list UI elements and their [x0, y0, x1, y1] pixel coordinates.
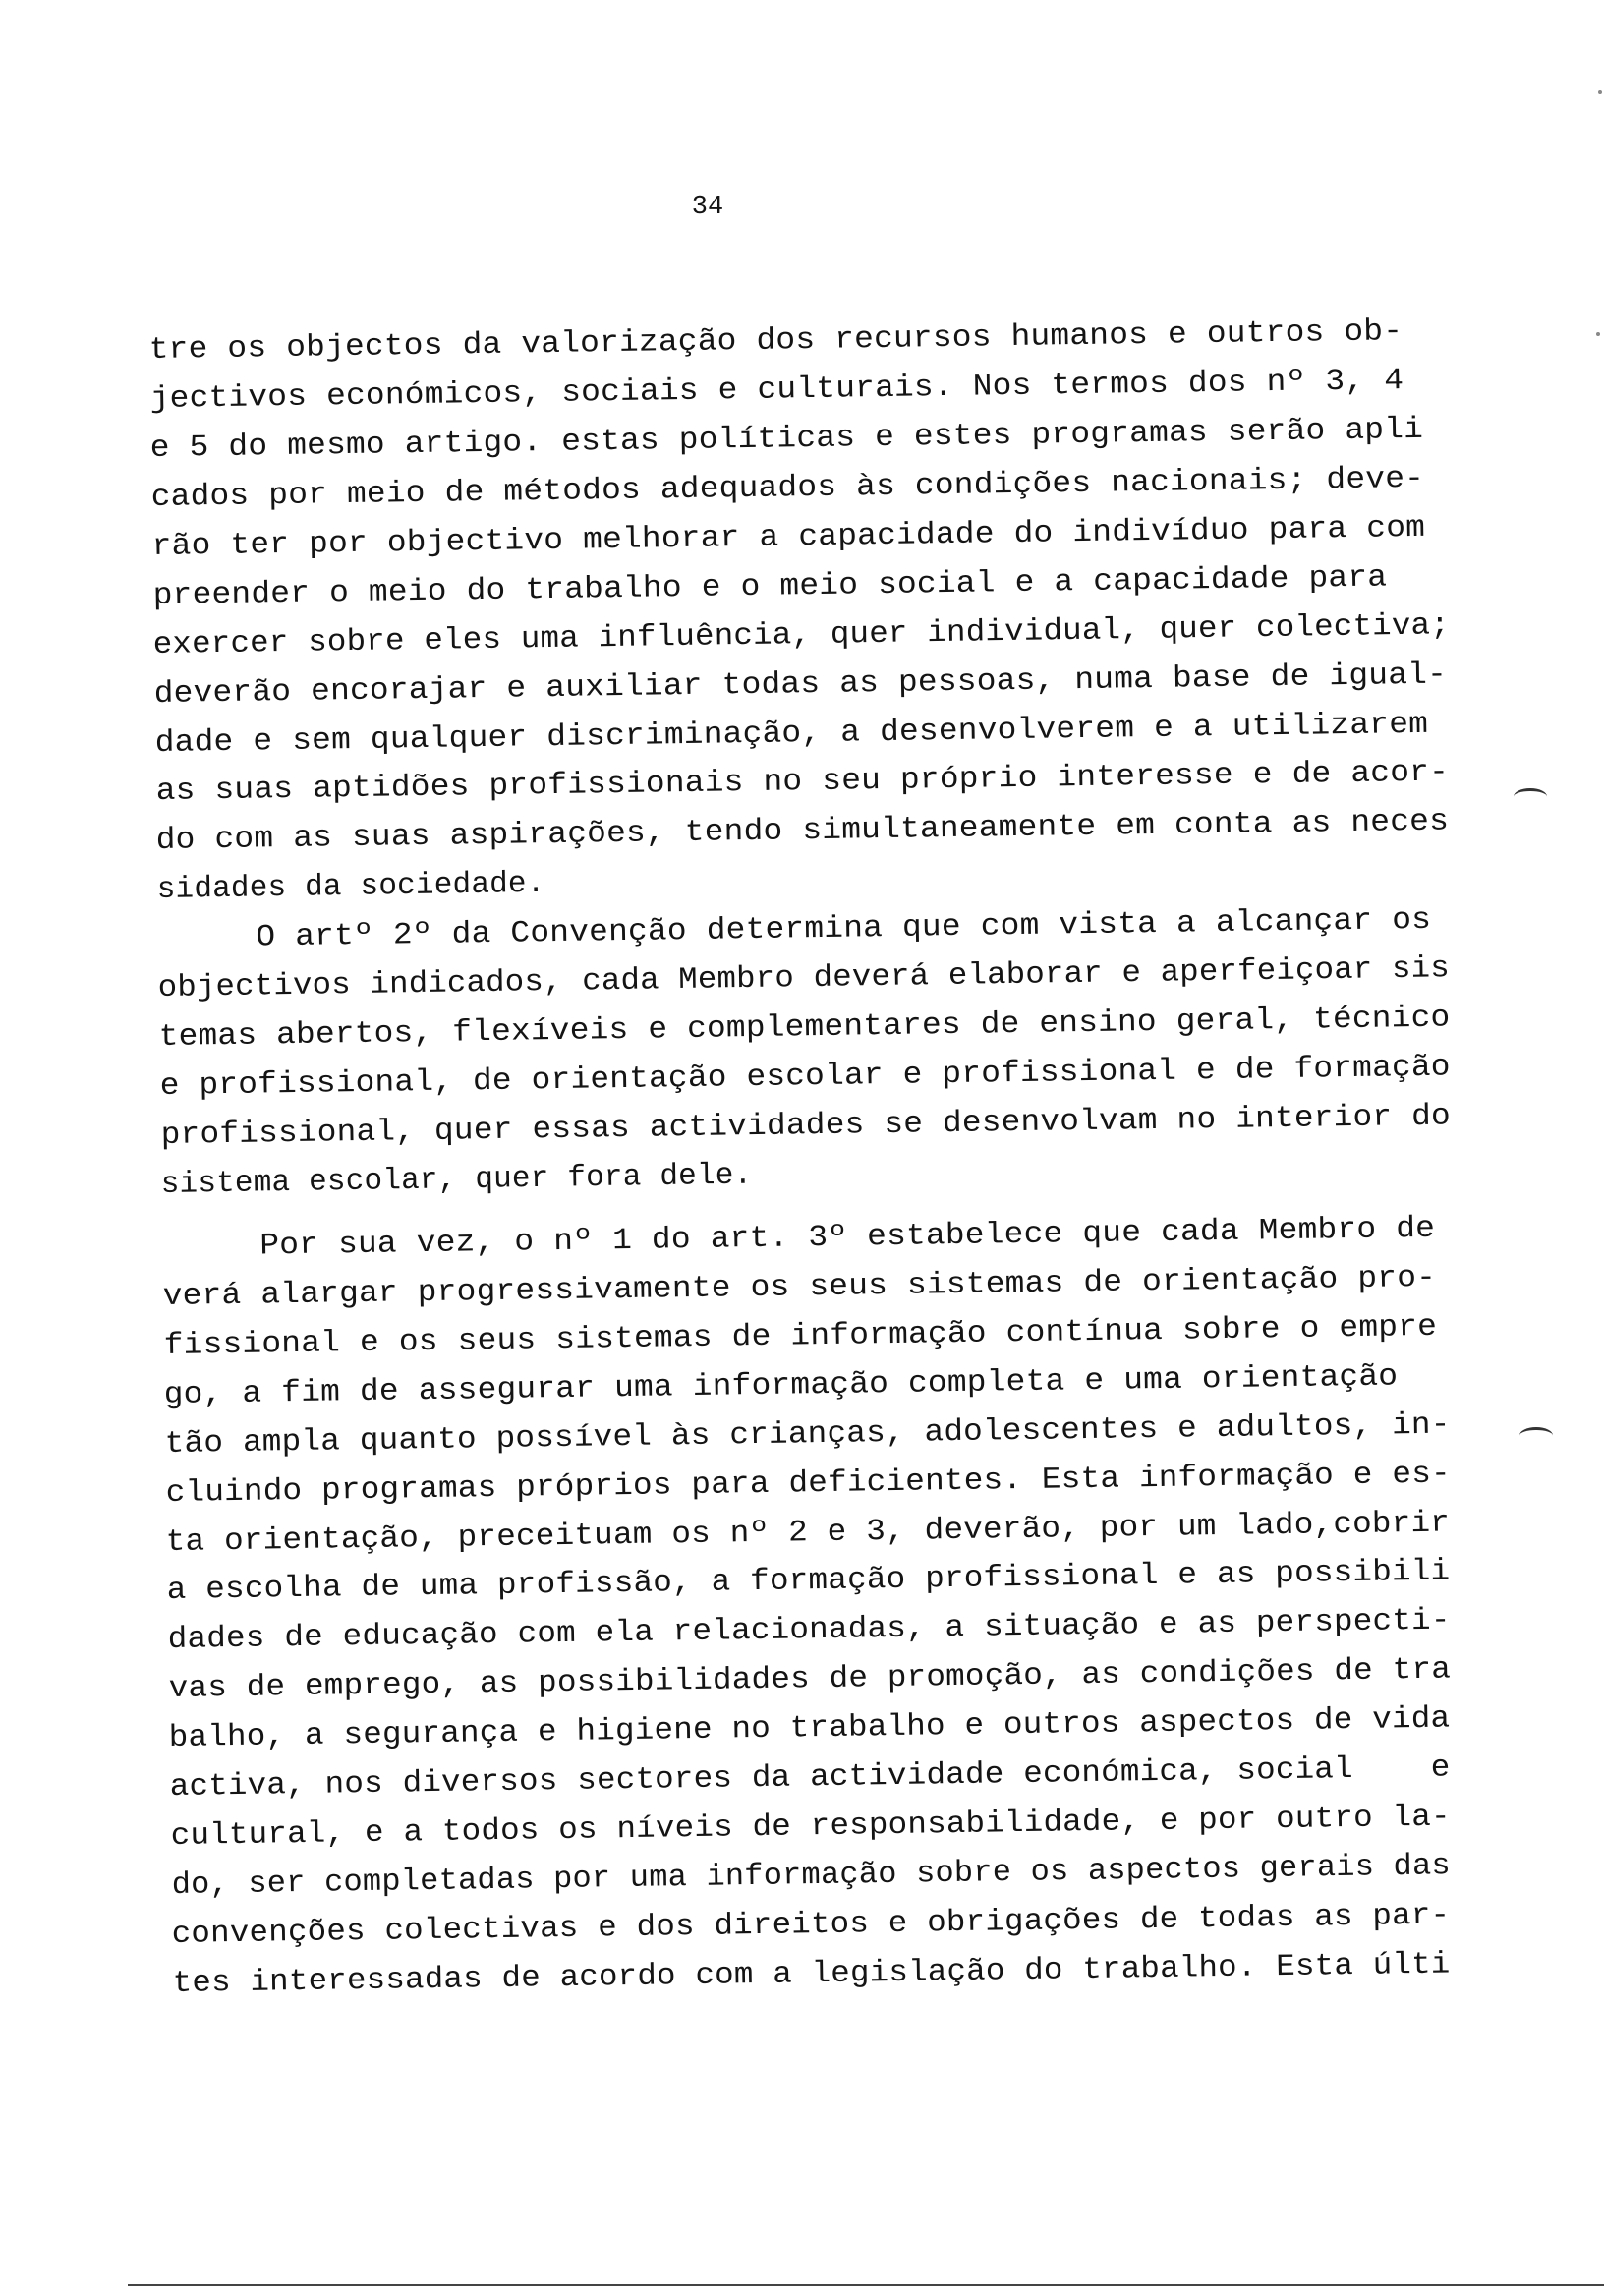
text-line: tes interessadas de acordo com a legislação do trabalho. Esta últi: [172, 1947, 1451, 2001]
text-line: exercer sobre eles uma influência, quer individual, quer colectiva;: [152, 607, 1451, 662]
text-line: do com as suas aspirações, tendo simultaneamente em conta as neces: [155, 804, 1450, 859]
page-number: 34: [691, 193, 724, 222]
text-line: go, a fim de assegurar uma informação completa e uma orientação: [163, 1359, 1399, 1412]
text-line: cluindo programas próprios para deficientes. Esta informação e es-: [165, 1457, 1451, 1511]
text-line: tre os objectos da valorização dos recursos humanos e outros ob-: [148, 315, 1404, 368]
text-line: tão ampla quanto possível às crianças, adolescentes e adultos, in-: [164, 1407, 1451, 1462]
margin-mark: [1514, 788, 1547, 805]
text-line: fissional e os seus sistemas de informação contínua sobre o empre: [162, 1309, 1437, 1363]
margin-mark: [1519, 1427, 1553, 1444]
text-line: as suas aptidões profissionais no seu próprio interesse e de acor-: [154, 755, 1449, 810]
text-line: convenções colectivas e dos direitos e obrigações de todas as par-: [171, 1898, 1451, 1953]
text-line: preender o meio do trabalho e o meio social e a capacidade para: [152, 560, 1388, 613]
text-line: dade e sem qualquer discriminação, a desenvolverem e a utilizarem: [154, 707, 1429, 761]
text-line: profissional, quer essas actividades se desenvolvam no interior do: [160, 1099, 1451, 1154]
text-line: sistema escolar, quer fora dele.: [160, 1158, 753, 1202]
text-line: temas abertos, flexíveis e complementares de ensino geral, técnico: [158, 1001, 1451, 1056]
text-line: verá alargar progressivamente os seus sistemas de orientação pro-: [162, 1260, 1437, 1314]
scan-speck: [1598, 90, 1602, 94]
text-line: cados por meio de métodos adequados às condições nacionais; deve-: [150, 461, 1425, 515]
text-line: O artº 2º da Convenção determina que com vista a alcançar os: [157, 903, 1432, 957]
text-line: balho, a segurança e higiene no trabalho e outros aspectos de vida: [168, 1701, 1451, 1756]
text-line: cultural, e a todos os níveis de responsabilidade, e por outro la-: [170, 1800, 1451, 1855]
text-line: deverão encorajar e auxiliar todas as pessoas, numa base de igual-: [153, 658, 1448, 712]
text-line: objectivos indicados, cada Membro deverá elaborar e aperfeiçoar sis: [157, 951, 1451, 1006]
text-line: a escolha de uma profissão, a formação profissional e as possibili: [166, 1554, 1451, 1609]
text-line: do, ser completadas por uma informação sobre os aspectos gerais das: [170, 1849, 1451, 1904]
scan-speck: [1596, 332, 1600, 336]
text-line: e 5 do mesmo artigo. estas políticas e estes programas serão apli: [149, 412, 1424, 466]
text-line: rão ter por objectivo melhorar a capacidade do indivíduo para com: [151, 510, 1426, 564]
text-line: vas de emprego, as possibilidades de promoção, as condições de tra: [168, 1652, 1451, 1707]
text-line: jectivos económicos, sociais e culturais. Nos termos dos nº 3, 4: [149, 364, 1404, 417]
scan-edge-line: [128, 2284, 1604, 2286]
text-line: activa, nos diversos sectores da actividade económica, social e: [169, 1751, 1451, 1806]
text-line: ta orientação, preceituam os nº 2 e 3, deverão, por um lado,cobrir: [165, 1506, 1451, 1560]
text-line: dades de educação com ela relacionadas, a situação e as perspecti-: [167, 1603, 1451, 1658]
text-line: sidades da sociedade.: [156, 867, 545, 908]
text-line: Por sua vez, o nº 1 do art. 3º estabelece que cada Membro de: [161, 1211, 1436, 1265]
text-line: e profissional, de orientação escolar e profissional e de formação: [159, 1050, 1451, 1105]
